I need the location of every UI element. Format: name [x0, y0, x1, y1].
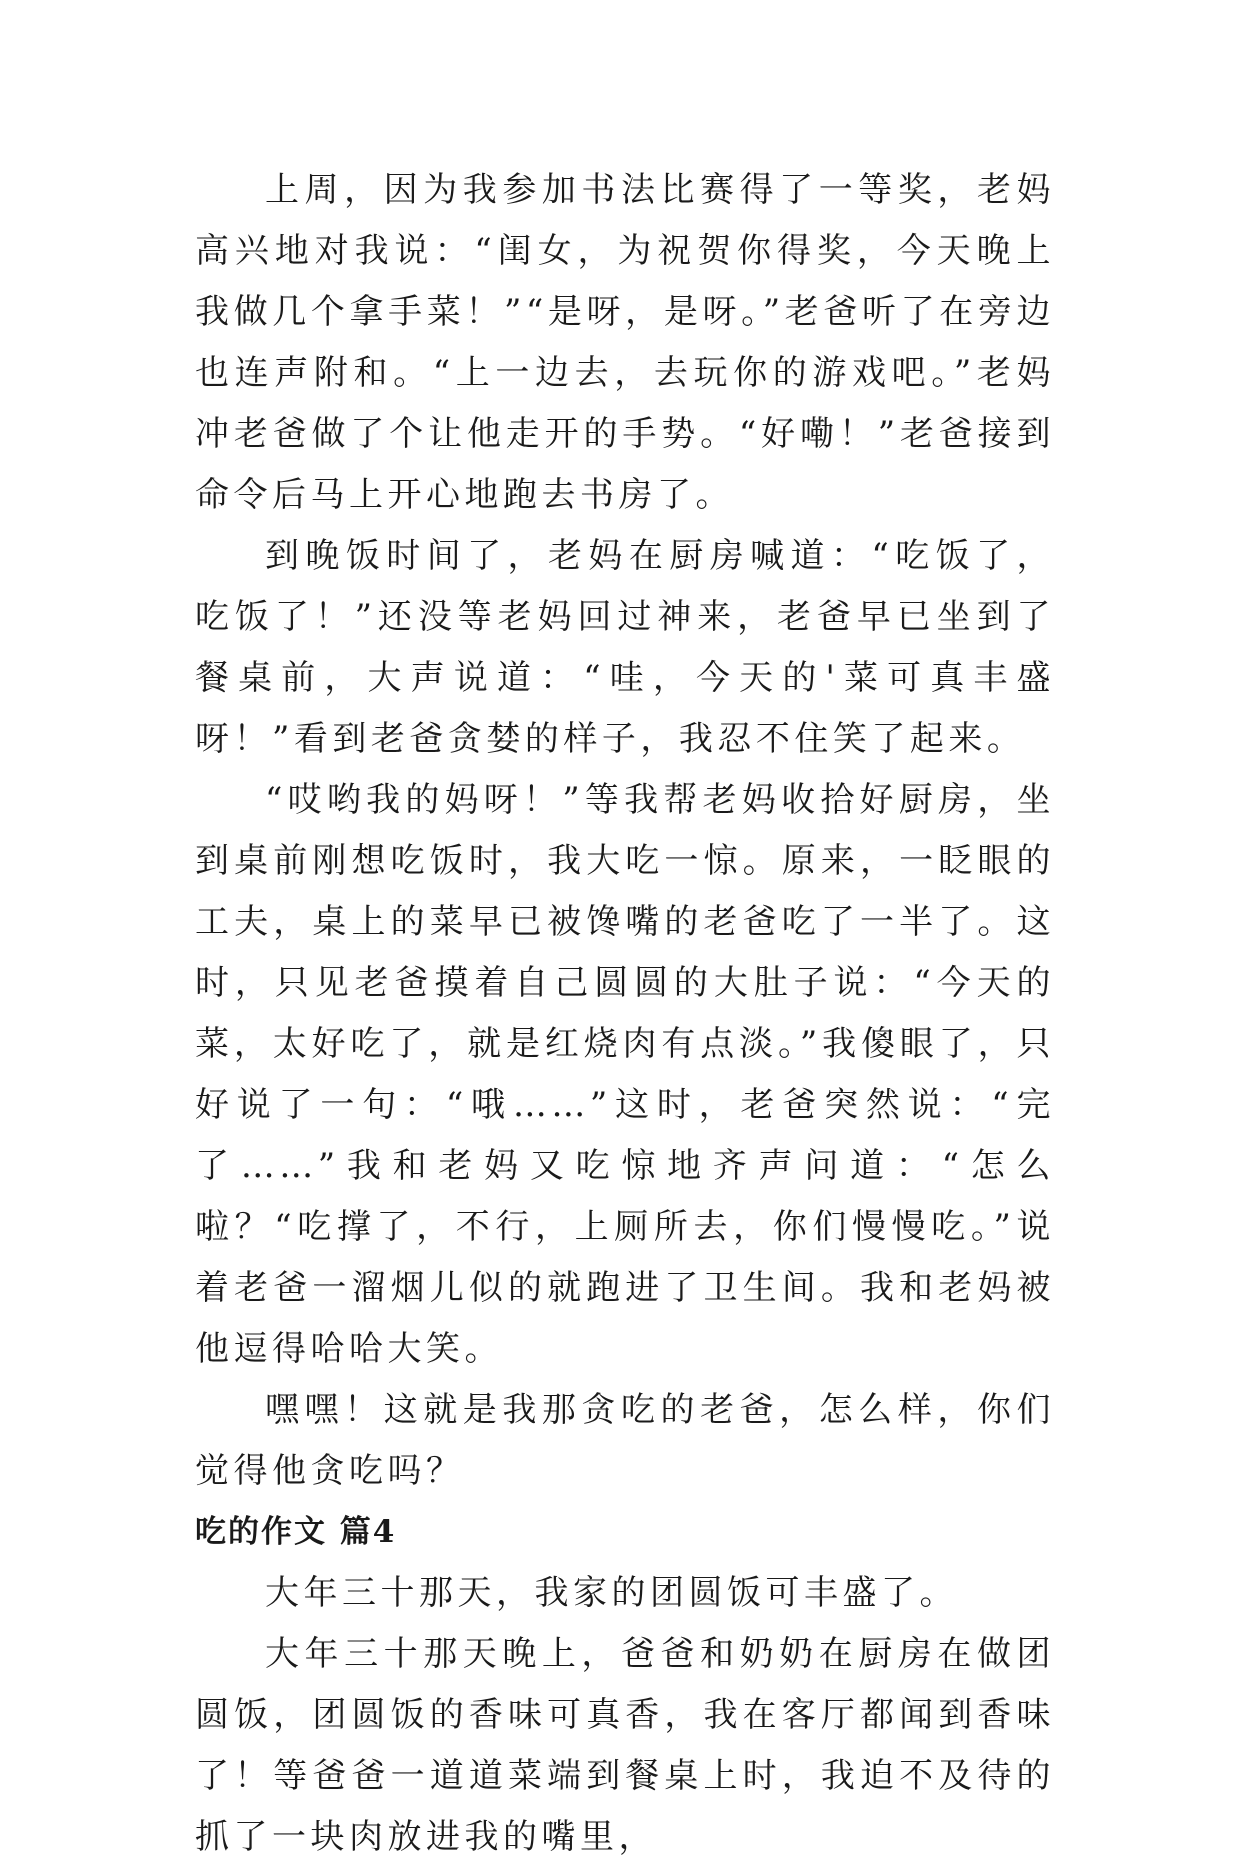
section-heading: 吃的作文 篇4: [195, 1514, 397, 1550]
paragraph: “哎哟我的妈呀！”等我帮老妈收拾好厨房，坐到桌前刚想吃饭时，我大吃一惊。原来，一眨眼的工夫，桌上的菜早已被馋嘴的老爸吃了一半了。这时，只见老爸摸着自己圆圆的大肚子说：“今天的菜，太好吃了，就是红烧肉有点淡。”我傻眼了，只好说了一句：“哦……”这时，老爸突然说：“完了……”我和老妈又吃惊地齐声问道：“怎么啦？“吃撑了，不行，上厕所去，你们慢慢吃。”说着老爸一溜烟儿似的就跑进了卫生间。我和老妈被他逗得哈哈大笑。: [195, 780, 1055, 1369]
paragraph: 到晚饭时间了，老妈在厨房喊道：“吃饭了，吃饭了！”还没等老妈回过神来，老爸早已坐到了餐桌前，大声说道：“哇，今天的'菜可真丰盛呀！”看到老爸贪婪的样子，我忍不住笑了起来。: [195, 536, 1055, 759]
document-page: [195, 160, 1055, 1868]
paragraph: 嘿嘿！这就是我那贪吃的老爸，怎么样，你们觉得他贪吃吗？: [195, 1390, 1055, 1491]
paragraph: 上周，因为我参加书法比赛得了一等奖，老妈高兴地对我说：“闺女，为祝贺你得奖，今天晚上我做几个拿手菜！”“是呀，是呀。”老爸听了在旁边也连声附和。“上一边去，去玩你的游戏吧。”老妈冲老爸做了个让他走开的手势。“好嘞！”老爸接到命令后马上开心地跑去书房了。: [195, 170, 1055, 515]
paragraph: 大年三十那天晚上，爸爸和奶奶在厨房在做团圆饭，团圆饭的香味可真香，我在客厅都闻到香味了！等爸爸一道道菜端到餐桌上时，我迫不及待的抓了一块肉放进我的嘴里，: [195, 1634, 1055, 1857]
paragraph: 大年三十那天，我家的团圆饭可丰盛了。: [265, 1573, 958, 1613]
